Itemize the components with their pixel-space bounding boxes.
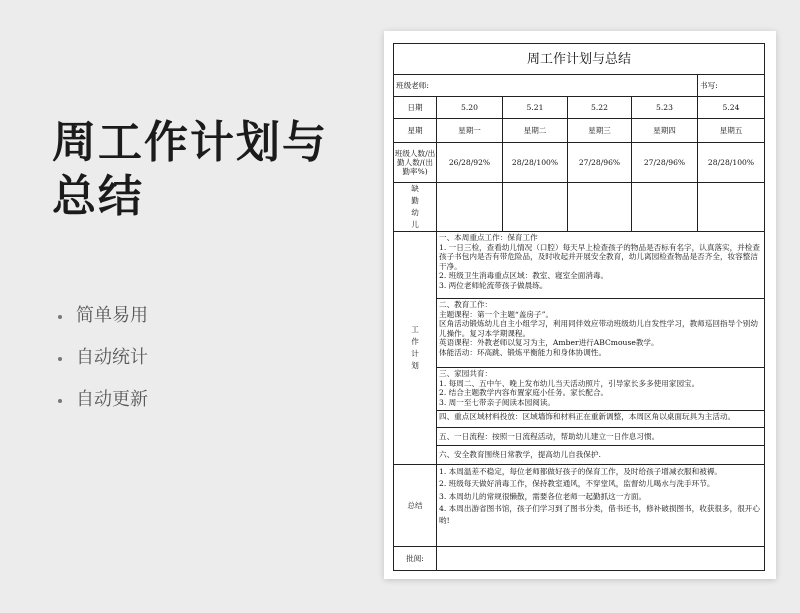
plan-label-text: 工作计划 — [411, 325, 419, 370]
plan-line: 1. 每周二、五中午、晚上发布幼儿当天活动照片，引导家长多多使用家园宝。 — [439, 378, 700, 388]
plan-table — [393, 43, 765, 571]
plan-block-materials — [437, 411, 764, 428]
absent-label — [394, 183, 437, 232]
review-label: 批阅: — [394, 547, 437, 571]
plan-line: 2. 班级卫生消毒重点区域：教室、寝室全面消毒。 — [439, 271, 609, 281]
date-cell: 5.21 — [503, 97, 568, 119]
plan-line: 四、重点区域材料投放：区域墙饰和材料正在重新调整，本周区角以桌面玩具为主活动。 — [439, 412, 736, 421]
attendance-cell: 28/28/100% — [503, 143, 568, 183]
feature-list — [58, 306, 148, 432]
plan-block-safety — [437, 446, 764, 464]
absent-cell — [698, 183, 765, 232]
summary-line: 1. 本周温差不稳定，每位老师都做好孩子的保育工作，及时给孩子增减衣服和被褥。 — [439, 467, 723, 476]
weekday-cell: 星期三 — [568, 119, 632, 143]
absent-cell — [632, 183, 698, 232]
plan-line: 体能活动：环高跳、锻炼平衡能力和身体协调性。 — [439, 347, 607, 357]
absent-cell — [568, 183, 632, 232]
plan-line: 2. 结合主题教学内容布置家庭小任务。家长配合。 — [439, 388, 609, 398]
attendance-cell: 28/28/100% — [698, 143, 765, 183]
writer-label: 书写: — [698, 75, 765, 97]
weekday-cell: 星期五 — [698, 119, 765, 143]
plan-line: 二、教育工作： — [439, 300, 493, 309]
date-cell: 5.20 — [437, 97, 503, 119]
attendance-cell: 27/28/96% — [568, 143, 632, 183]
plan-label — [394, 232, 437, 465]
weekday-cell: 星期一 — [437, 119, 503, 143]
weekday-label: 星期 — [394, 119, 437, 143]
plan-line: 3. 两位老师轮流带孩子做晨练。 — [439, 280, 548, 290]
attendance-label: 班级人数/出勤人数/(出勤率%) — [394, 143, 437, 183]
plan-line: 1. 一日三检，查看幼儿情况（口腔）每天早上检查孩子的物品是否标有名字，认真落实，并检查孩子书包内是否有带危险品，及时收起并开展安全教育，幼儿离园检查物品是否齐全，妆容整洁干净。 — [439, 242, 760, 271]
weekday-cell: 星期四 — [632, 119, 698, 143]
plan-line: 英语课程：外教老师以复习为主，Amber进行ABCmouse教学。 — [439, 338, 659, 348]
attendance-cell: 26/28/92% — [437, 143, 503, 183]
feature-item: 简单易用 — [58, 306, 148, 326]
plan-line: 主题课程：第一个主题“盖房子”。 — [439, 309, 554, 319]
plan-block-routine — [437, 428, 764, 446]
date-cell: 5.24 — [698, 97, 765, 119]
document-preview — [384, 31, 776, 579]
summary-line: 2. 班级每天做好消毒工作，保持教室通风，不穿堂风，监督幼儿喝水与洗手环节。 — [439, 479, 715, 489]
plan-block-priority — [437, 232, 764, 299]
feature-item: 自动统计 — [58, 348, 148, 368]
weekday-cell: 星期二 — [503, 119, 568, 143]
plan-line: 3. 周一至七带亲子阅读本园阅读。 — [439, 397, 555, 407]
attendance-cell: 27/28/96% — [632, 143, 698, 183]
plan-line: 一、本周重点工作：保育工作 — [439, 233, 538, 242]
plan-line: 三、家园共育： — [439, 369, 493, 378]
summary-content — [437, 465, 765, 547]
plan-block-home — [437, 368, 764, 411]
feature-item: 自动更新 — [58, 390, 148, 410]
plan-line: 六、安全教育围绕日常教学，提高幼儿自我保护. — [439, 450, 601, 459]
summary-line: 3. 本周幼儿的常规很懒散，需要各位老师一起勤抓这一方面。 — [439, 491, 647, 501]
plan-line: 区角活动锻炼幼儿自主小组学习，利用同伴效应带动班级幼儿自发性学习，教师巡回指导个别幼儿操作。复习本学期课程。 — [439, 319, 758, 338]
date-label: 日期 — [394, 97, 437, 119]
absent-label-text: 缺勤幼儿 — [411, 184, 419, 229]
absent-cell — [503, 183, 568, 232]
review-cell — [437, 547, 765, 571]
document-title: 周工作计划与总结 — [394, 44, 765, 75]
hero-title: 周工作计划与总结 — [52, 117, 328, 222]
date-cell: 5.23 — [632, 97, 698, 119]
summary-line: 4. 本周出游省图书馆，孩子们学习到了图书分类，借书还书，修补破损图书，收获很多，很开心哟! — [439, 504, 760, 525]
plan-line: 五、一日流程：按照一日流程活动，帮助幼儿建立一日作息习惯。 — [439, 432, 660, 441]
plan-content — [437, 232, 765, 465]
date-cell: 5.22 — [568, 97, 632, 119]
summary-label: 总结 — [394, 465, 437, 547]
absent-cell — [437, 183, 503, 232]
teacher-label: 班级老师: — [394, 75, 698, 97]
plan-block-education — [437, 299, 764, 368]
